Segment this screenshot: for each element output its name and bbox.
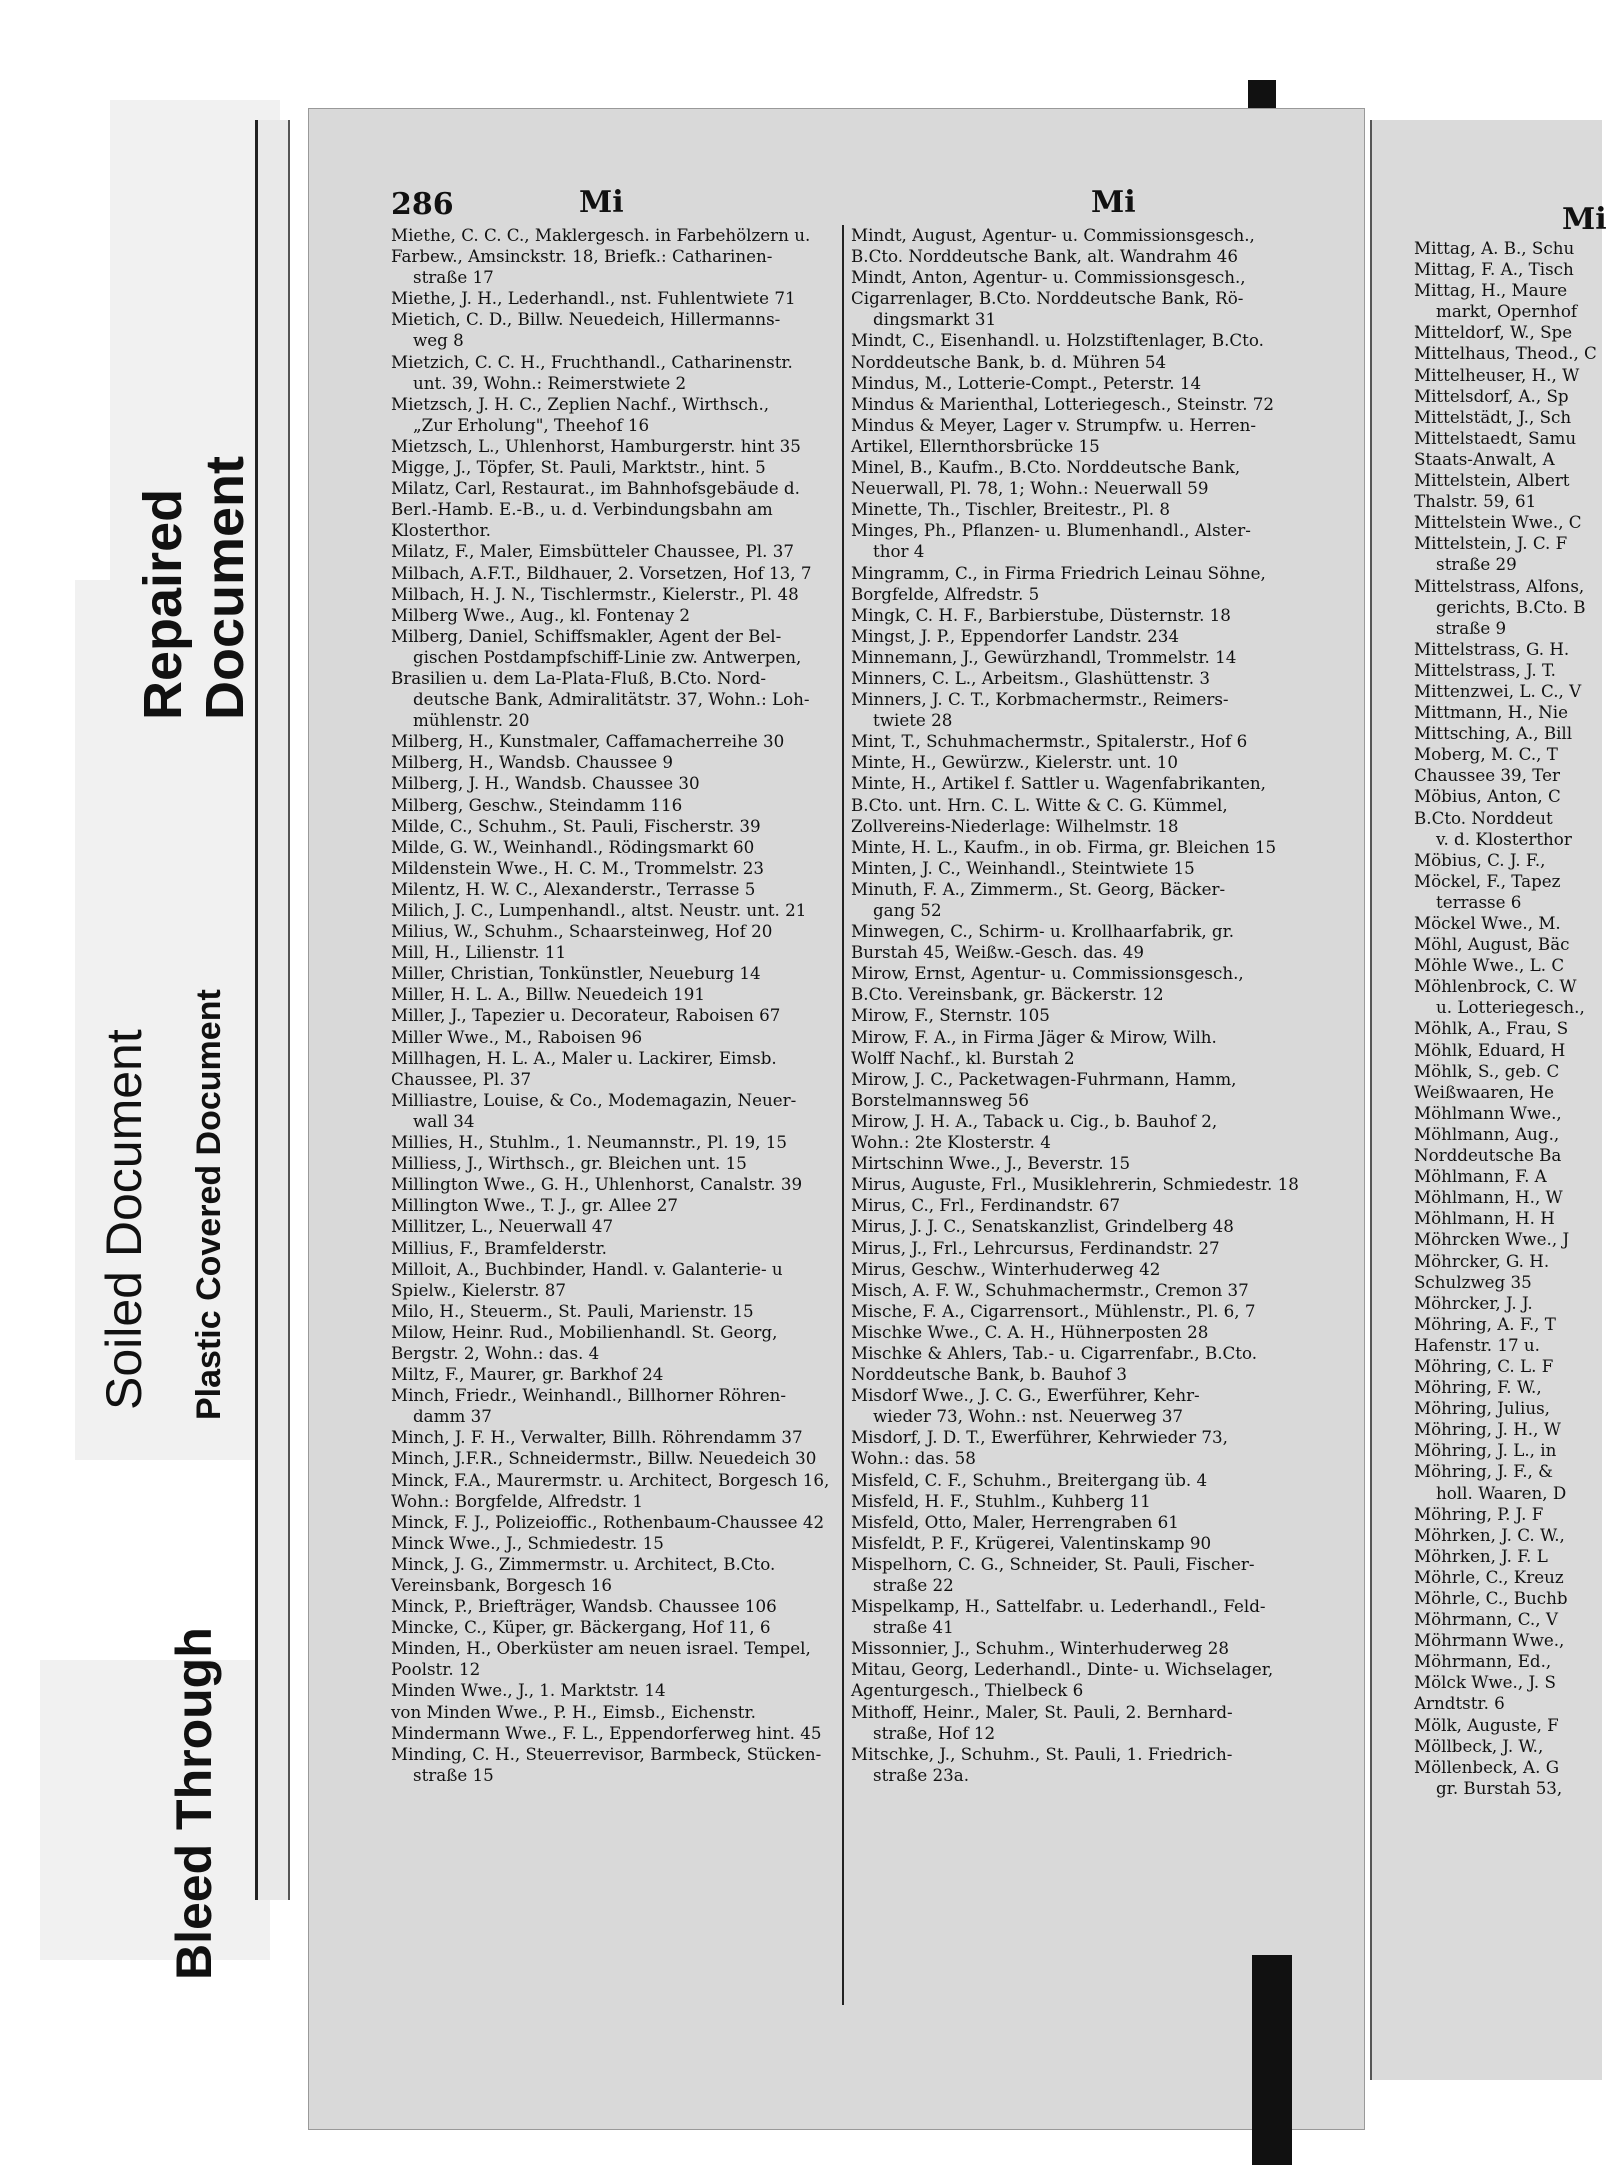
directory-entry-line: Mill, H., Lilienstr. 11 — [391, 942, 567, 963]
directory-entry-line: Minges, Ph., Pflanzen- u. Blumenhandl., Alster- — [851, 520, 1251, 541]
directory-entry-line: Millington Wwe., G. H., Uhlenhorst, Canalstr. 39 — [391, 1174, 803, 1195]
directory-entry-line: Milich, J. C., Lumpenhandl., altst. Neustr. unt. 21 — [391, 900, 807, 920]
stamp-card-bleed — [40, 1660, 270, 1960]
directory-entry-line: Möhlk, Eduard, H — [1414, 1039, 1566, 1060]
directory-entry-line: Mirus, Auguste, Frl., Musiklehrerin, Schmiedestr. 18 — [851, 1174, 1299, 1195]
directory-entry-line: straße 9 — [1436, 617, 1507, 638]
directory-page — [308, 108, 1365, 2130]
directory-entry-line: Millies, H., Stuhlm., 1. Neumannstr., Pl. 19, 15 — [391, 1132, 787, 1153]
header-right: Mi — [1091, 185, 1136, 220]
directory-entry-line: Möhrle, C., Kreuz — [1414, 1566, 1564, 1587]
directory-entry-line: wieder 73, Wohn.: nst. Neuerweg 37 — [873, 1406, 1184, 1427]
directory-entry-line: Mirtschinn Wwe., J., Beverstr. 15 — [851, 1153, 1131, 1174]
directory-entry-line: Mispelhorn, C. G., Schneider, St. Pauli, Fischer- — [851, 1553, 1255, 1574]
stamp-repaired-line2: Document — [195, 455, 255, 720]
directory-entry-line: Cigarrenlager, B.Cto. Norddeutsche Bank, Rö- — [851, 288, 1244, 309]
directory-entry-line: Minch, Friedr., Weinhandl., Billhorner Röhren- — [391, 1385, 787, 1406]
directory-entry-line: Möhlk, S., geb. C — [1414, 1060, 1560, 1081]
directory-entry-line: Mitau, Georg, Lederhandl., Dinte- u. Wichselager, — [851, 1659, 1274, 1680]
directory-entry-line: Mischke Wwe., C. A. H., Hühnerposten 28 — [851, 1321, 1209, 1342]
directory-entry-line: Miller Wwe., M., Raboisen 96 — [391, 1026, 643, 1047]
directory-entry-line: Norddeutsche Bank, b. Bauhof 3 — [851, 1364, 1127, 1385]
directory-entry-line: Mittelstein, Albert — [1414, 470, 1570, 491]
directory-entry-line: Minck, P., Briefträger, Wandsb. Chaussee 106 — [391, 1596, 777, 1617]
directory-entry-line: Milliastre, Louise, & Co., Modemagazin, Neuer- — [391, 1089, 797, 1110]
directory-entry-line: Möhring, J. L., in — [1414, 1440, 1557, 1461]
directory-entry-line: straße 23a. — [873, 1764, 970, 1785]
directory-entry-line: von Minden Wwe., P. H., Eimsb., Eichenstr. — [391, 1701, 756, 1722]
directory-entry-line: Minte, H., Artikel f. Sattler u. Wagenfabrikanten, — [851, 773, 1266, 794]
directory-entry-line: Misfeldt, P. F., Krügerei, Valentinskamp 90 — [851, 1532, 1212, 1553]
directory-entry-line: Misdorf, J. D. T., Ewerführer, Kehrwieder 73, — [851, 1427, 1228, 1448]
directory-entry-line: Milberg, H., Kunstmaler, Caffamacherreihe 30 — [391, 731, 785, 752]
directory-entry-line: Misdorf Wwe., J. C. G., Ewerführer, Kehr- — [851, 1385, 1200, 1406]
directory-entry-line: Minel, B., Kaufm., B.Cto. Norddeutsche Bank, — [851, 457, 1241, 478]
directory-entry-line: B.Cto. Norddeut — [1414, 807, 1553, 828]
directory-entry-line: Wolff Nachf., kl. Burstah 2 — [851, 1047, 1075, 1068]
directory-entry-line: Möhlmann, H. H — [1414, 1208, 1555, 1229]
directory-entry-line: Möhrmann, C., V — [1414, 1609, 1558, 1630]
directory-entry-line: Norddeutsche Bank, b. d. Mühren 54 — [851, 351, 1167, 372]
right-column — [851, 225, 1299, 1786]
directory-entry-line: Mittelstein, J. C. F — [1414, 533, 1568, 554]
directory-entry-line: Mispelkamp, H., Sattelfabr. u. Lederhandl., Feld- — [851, 1596, 1266, 1617]
directory-entry-line: Minch, J.F.R., Schneidermstr., Billw. Neuedeich 30 — [391, 1448, 817, 1469]
directory-entry-line: straße 41 — [873, 1617, 954, 1638]
directory-entry-line: Thalstr. 59, 61 — [1414, 491, 1537, 512]
stamp-plastic-covered: Plastic Covered Document — [190, 989, 228, 1420]
directory-entry-line: Miethe, C. C. C., Maklergesch. in Farbehölzern u. — [391, 225, 811, 245]
directory-entry-line: Miller, J., Tapezier u. Decorateur, Raboisen 67 — [391, 1005, 781, 1026]
next-page-fragment — [1370, 120, 1607, 2080]
directory-entry-line: gr. Burstah 53, — [1436, 1777, 1563, 1798]
directory-entry-line: Möhrken, J. F. L — [1414, 1545, 1548, 1566]
stamp-repaired-line1: Repaired — [133, 488, 193, 720]
directory-entry-line: Mölck Wwe., J. S — [1414, 1672, 1556, 1693]
book-page-edges — [255, 120, 290, 1900]
directory-entry-line: markt, Opernhof — [1436, 301, 1578, 322]
directory-entry-line: B.Cto. unt. Hrn. C. L. Witte & C. G. Kümmel, — [851, 794, 1228, 815]
directory-entry-line: Mietzsch, J. H. C., Zeplien Nachf., Wirthsch., — [391, 393, 770, 414]
directory-entry-line: terrasse 6 — [1436, 891, 1522, 912]
directory-entry-line: Möhl, August, Bäc — [1414, 934, 1570, 955]
directory-entry-line: Vereinsbank, Borgesch 16 — [391, 1575, 613, 1595]
directory-entry-line: Mische, F. A., Cigarrensort., Mühlenstr., Pl. 6, 7 — [851, 1300, 1256, 1321]
directory-entry-line: Milbach, A.F.T., Bildhauer, 2. Vorsetzen, Hof 13, 7 — [391, 562, 812, 583]
directory-entry-line: wall 34 — [413, 1110, 475, 1131]
directory-entry-line: Misfeld, H. F., Stuhlm., Kuhberg 11 — [851, 1490, 1151, 1511]
directory-entry-line: u. Lotteriegesch., — [1436, 997, 1585, 1018]
directory-entry-line: Milberg Wwe., Aug., kl. Fontenay 2 — [391, 604, 691, 625]
directory-entry-line: Farbew., Amsinckstr. 18, Briefk.: Catharinen- — [391, 246, 773, 267]
directory-entry-line: Mitschke, J., Schuhm., St. Pauli, 1. Friedrich- — [851, 1743, 1233, 1764]
stamp-soiled-document: Soiled Document — [96, 1029, 152, 1410]
directory-entry-line: straße 17 — [413, 267, 494, 288]
directory-entry-line: Mindus & Marienthal, Lotteriegesch., Steinstr. 72 — [851, 393, 1275, 414]
stamp-bleed-through: Bleed Through — [166, 1627, 222, 1980]
directory-entry-line: Milberg, Daniel, Schiffsmakler, Agent der Bel- — [391, 625, 782, 646]
directory-entry-line: Minch, J. F. H., Verwalter, Billh. Röhrendamm 37 — [391, 1427, 803, 1448]
directory-entry-line: Milatz, F., Maler, Eimsbütteler Chaussee, Pl. 37 — [391, 541, 794, 562]
directory-entry-line: Spielw., Kielerstr. 87 — [391, 1279, 567, 1300]
directory-entry-line: Mittelstaedt, Samu — [1414, 427, 1577, 448]
directory-entry-line: Mirus, Geschw., Winterhuderweg 42 — [851, 1258, 1161, 1279]
directory-entry-line: Möhlenbrock, C. W — [1414, 976, 1577, 997]
directory-entry-line: Möhrle, C., Buchb — [1414, 1588, 1568, 1608]
directory-entry-line: Mittelhaus, Theod., C — [1414, 343, 1597, 364]
directory-entry-line: Möhring, C. L. F — [1414, 1355, 1554, 1376]
directory-entry-line: Mindt, August, Agentur- u. Commissionsgesch., — [851, 225, 1255, 245]
directory-entry-line: Minners, J. C. T., Korbmachermstr., Reimers- — [851, 689, 1229, 710]
header-left: Mi — [579, 185, 624, 220]
directory-entry-line: twiete 28 — [873, 710, 953, 731]
directory-entry-line: Möhrcken Wwe., J — [1414, 1229, 1570, 1250]
directory-entry-line: Miethe, J. H., Lederhandl., nst. Fuhlentwiete 71 — [391, 288, 796, 309]
directory-entry-line: Chaussee, Pl. 37 — [391, 1068, 532, 1089]
directory-entry-line: Mittelstädt, J., Sch — [1414, 406, 1572, 427]
directory-entry-line: Mingst, J. P., Eppendorfer Landstr. 234 — [851, 625, 1180, 646]
directory-entry-line: Minuth, F. A., Zimmerm., St. Georg, Bäcker- — [851, 878, 1226, 899]
directory-entry-line: Mittag, H., Maure — [1414, 280, 1568, 301]
directory-entry-line: Mittsching, A., Bill — [1414, 723, 1573, 744]
directory-entry-line: Möhring, J. F., & — [1414, 1461, 1553, 1482]
directory-entry-line: Milliess, J., Wirthsch., gr. Bleichen unt. 15 — [391, 1153, 747, 1174]
directory-entry-line: Minners, C. L., Arbeitsm., Glashüttenstr. 3 — [851, 667, 1210, 688]
directory-entry-line: Klosterthor. — [391, 520, 491, 541]
directory-entry-line: Möhrken, J. C. W., — [1414, 1524, 1565, 1545]
directory-entry-line: Milentz, H. W. C., Alexanderstr., Terrasse 5 — [391, 878, 756, 899]
directory-entry-line: Berl.-Hamb. E.-B., u. d. Verbindungsbahn am — [391, 499, 773, 520]
directory-entry-line: Mittenzwei, L. C., V — [1414, 680, 1582, 701]
directory-entry-line: Misfeld, C. F., Schuhm., Breitergang üb. 4 — [851, 1469, 1208, 1490]
directory-entry-line: Neuerwall, Pl. 78, 1; Wohn.: Neuerwall 59 — [851, 478, 1209, 499]
directory-entry-line: Chaussee 39, Ter — [1414, 765, 1560, 786]
directory-entry-line: Minette, Th., Tischler, Breitestr., Pl. 8 — [851, 499, 1170, 520]
directory-entry-line: Minck, J. G., Zimmermstr. u. Architect, B.Cto. — [391, 1553, 776, 1574]
directory-entry-line: Mingramm, C., in Firma Friedrich Leinau Söhne, — [851, 562, 1266, 583]
directory-entry-line: Miller, H. L. A., Billw. Neuedeich 191 — [391, 984, 705, 1005]
directory-entry-line: Minten, J. C., Weinhandl., Steintwiete 15 — [851, 857, 1195, 878]
directory-entry-line: Mildenstein Wwe., H. C. M., Trommelstr. 23 — [391, 857, 765, 878]
directory-entry-line: straße 29 — [1436, 554, 1517, 575]
directory-entry-line: Milatz, Carl, Restaurat., im Bahnhofsgebäude d. — [391, 478, 800, 499]
directory-entry-line: Möhlmann, F. A — [1414, 1166, 1547, 1187]
directory-entry-line: Borgfelde, Alfredstr. 5 — [851, 583, 1040, 604]
directory-entry-line: Mölk, Auguste, F — [1414, 1714, 1559, 1735]
directory-entry-line: Mindus & Meyer, Lager v. Strumpfw. u. Herren- — [851, 414, 1257, 435]
directory-entry-line: Milde, G. W., Weinhandl., Rödingsmarkt 60 — [391, 836, 755, 857]
directory-entry-line: Mirus, J., Frl., Lehrcursus, Ferdinandstr. 27 — [851, 1237, 1220, 1258]
directory-entry-line: Schulzweg 35 — [1414, 1271, 1532, 1292]
directory-entry-line: gischen Postdampfschiff-Linie zw. Antwerpen, — [413, 646, 802, 667]
directory-entry-line: Mithoff, Heinr., Maler, St. Pauli, 2. Bernhard- — [851, 1701, 1233, 1722]
directory-entry-line: Millhagen, H. L. A., Maler u. Lackirer, Eimsb. — [391, 1047, 777, 1068]
directory-entry-line: dingsmarkt 31 — [873, 309, 997, 330]
directory-entry-line: weg 8 — [413, 330, 464, 351]
directory-entry-line: „Zur Erholung", Theehof 16 — [413, 414, 650, 435]
directory-entry-line: Mietich, C. D., Billw. Neuedeich, Hillermanns- — [391, 309, 781, 330]
directory-entry-line: Minck, F. J., Polizeioffic., Rothenbaum-Chaussee 42 — [391, 1511, 825, 1532]
directory-entry-line: Mittelstrass, Alfons, — [1414, 575, 1585, 596]
directory-entry-line: Milius, W., Schuhm., Schaarsteinweg, Hof 20 — [391, 921, 773, 942]
directory-entry-line: Mischke & Ahlers, Tab.- u. Cigarrenfabr., B.Cto. — [851, 1342, 1258, 1363]
stamp-repaired-document — [132, 456, 256, 720]
directory-entry-line: Möhring, Julius, — [1414, 1398, 1550, 1419]
directory-entry-line: Minte, H. L., Kaufm., in ob. Firma, gr. Bleichen 15 — [851, 836, 1277, 857]
directory-entry-line: Minwegen, C., Schirm- u. Krollhaarfabrik, gr. — [851, 921, 1235, 942]
directory-entry-line: Mietzsch, L., Uhlenhorst, Hamburgerstr. hint 35 — [391, 435, 801, 456]
page-number: 286 — [391, 187, 454, 222]
directory-entry-line: Millington Wwe., T. J., gr. Allee 27 — [391, 1195, 678, 1216]
directory-entry-line: Agenturgesch., Thielbeck 6 — [851, 1680, 1084, 1701]
directory-entry-line: Mirow, F., Sternstr. 105 — [851, 1005, 1050, 1026]
directory-entry-line: Möhrcker, J. J. — [1414, 1292, 1533, 1313]
directory-entry-line: Millius, F., Bramfelderstr. — [391, 1237, 607, 1258]
directory-entry-line: Misfeld, Otto, Maler, Herrengraben 61 — [851, 1511, 1179, 1532]
directory-entry-line: Mittelstrass, G. H. — [1414, 638, 1570, 659]
directory-entry-line: Möhrmann, Ed., — [1414, 1651, 1552, 1672]
directory-entry-line: Milow, Heinr. Rud., Mobilienhandl. St. Georg, — [391, 1321, 778, 1342]
directory-entry-line: Milberg, H., Wandsb. Chaussee 9 — [391, 752, 673, 773]
directory-entry-line: Mindt, Anton, Agentur- u. Commissionsgesch., — [851, 267, 1246, 288]
directory-entry-line: Mitteldorf, W., Spe — [1414, 322, 1573, 343]
directory-entry-line: Hafenstr. 17 u. — [1414, 1334, 1540, 1355]
directory-entry-line: Mittelstein Wwe., C — [1414, 512, 1582, 533]
directory-entry-line: Zollvereins-Niederlage: Wilhelmstr. 18 — [851, 815, 1179, 836]
directory-entry-line: Minck Wwe., J., Schmiedestr. 15 — [391, 1532, 664, 1553]
directory-entry-line: Möhring, A. F., T — [1414, 1313, 1556, 1334]
directory-entry-line: Minding, C. H., Steuerrevisor, Barmbeck, Stücken- — [391, 1743, 822, 1764]
next-page-header: Mi — [1562, 202, 1607, 237]
directory-entry-line: Mint, T., Schuhmachermstr., Spitalerstr., Hof 6 — [851, 731, 1248, 752]
directory-entry-line: Wohn.: Borgfelde, Alfredstr. 1 — [391, 1490, 644, 1511]
directory-entry-line: straße, Hof 12 — [873, 1722, 996, 1743]
directory-entry-line: Bergstr. 2, Wohn.: das. 4 — [391, 1342, 600, 1363]
directory-entry-line: Miller, Christian, Tonkünstler, Neueburg 14 — [391, 963, 761, 984]
directory-entry-line: Möhlmann, Aug., — [1414, 1123, 1560, 1144]
directory-entry-line: Burstah 45, Weißw.-Gesch. das. 49 — [851, 942, 1145, 963]
directory-entry-line: Millitzer, L., Neuerwall 47 — [391, 1216, 614, 1237]
directory-entry-line: deutsche Bank, Admiralitätstr. 37, Wohn.: Loh- — [413, 689, 810, 710]
next-page-column — [1414, 238, 1602, 1799]
directory-entry-line: Möckel Wwe., M. — [1414, 913, 1561, 933]
directory-entry-line: Mindt, C., Eisenhandl. u. Holzstiftenlager, B.Cto. — [851, 330, 1264, 351]
directory-entry-line: Arndtstr. 6 — [1414, 1693, 1505, 1714]
directory-entry-line: damm 37 — [413, 1406, 492, 1427]
directory-entry-line: straße 22 — [873, 1575, 954, 1595]
directory-entry-line: Mirus, J. J. C., Senatskanzlist, Grindelberg 48 — [851, 1216, 1234, 1237]
directory-entry-line: gerichts, B.Cto. B — [1436, 596, 1586, 617]
directory-entry-line: Mittag, A. B., Schu — [1414, 238, 1575, 258]
directory-entry-line: Weißwaaren, He — [1414, 1081, 1554, 1102]
directory-entry-line: Mietzich, C. C. H., Fruchthandl., Catharinenstr. — [391, 351, 793, 372]
directory-entry-line: Minnemann, J., Gewürzhandl, Trommelstr. 14 — [851, 646, 1237, 667]
directory-entry-line: Artikel, Ellernthorsbrücke 15 — [851, 435, 1100, 456]
directory-entry-line: Mittelsdorf, A., Sp — [1414, 385, 1569, 406]
directory-entry-line: Mirow, J. C., Packetwagen-Fuhrmann, Hamm, — [851, 1068, 1237, 1089]
directory-entry-line: Milberg, J. H., Wandsb. Chaussee 30 — [391, 773, 700, 794]
directory-entry-line: Möllenbeck, A. G — [1414, 1756, 1560, 1777]
directory-entry-line: Mirus, C., Frl., Ferdinandstr. 67 — [851, 1195, 1121, 1216]
directory-entry-line: B.Cto. Vereinsbank, gr. Bäckerstr. 12 — [851, 984, 1164, 1005]
directory-entry-line: Missonnier, J., Schuhm., Winterhuderweg 28 — [851, 1638, 1230, 1659]
directory-entry-line: Möhlk, A., Frau, S — [1414, 1018, 1569, 1039]
directory-entry-line: v. d. Klosterthor — [1436, 828, 1572, 849]
directory-entry-line: mühlenstr. 20 — [413, 710, 530, 731]
directory-entry-line: straße 15 — [413, 1764, 494, 1785]
directory-entry-line: Milloit, A., Buchbinder, Handl. v. Galanterie- u — [391, 1258, 783, 1279]
directory-entry-line: Mindermann Wwe., F. L., Eppendorferweg hint. 45 — [391, 1722, 822, 1743]
directory-entry-line: Mincke, C., Küper, gr. Bäckergang, Hof 11, 6 — [391, 1617, 771, 1638]
directory-entry-line: Norddeutsche Ba — [1414, 1145, 1562, 1166]
column-divider — [842, 225, 844, 2005]
left-column — [391, 225, 836, 1786]
directory-entry-line: Wohn.: das. 58 — [851, 1448, 976, 1469]
directory-entry-line: Möhring, F. W., — [1414, 1377, 1542, 1398]
directory-entry-line: Möbius, Anton, C — [1414, 786, 1561, 807]
binding-clip-bottom — [1252, 1955, 1292, 2165]
directory-entry-line: Möhring, J. H., W — [1414, 1419, 1561, 1440]
directory-entry-line: Mittmann, H., Nie — [1414, 702, 1568, 723]
directory-entry-line: Borstelmannsweg 56 — [851, 1089, 1029, 1110]
directory-entry-line: Möckel, F., Tapez — [1414, 870, 1561, 891]
directory-entry-line: Miltz, F., Maurer, gr. Barkhof 24 — [391, 1364, 664, 1385]
directory-entry-line: gang 52 — [873, 900, 942, 920]
directory-entry-line: Mittelheuser, H., W — [1414, 364, 1580, 385]
directory-entry-line: Möllbeck, J. W., — [1414, 1735, 1544, 1756]
directory-entry-line: B.Cto. Norddeutsche Bank, alt. Wandrahm 46 — [851, 246, 1238, 267]
directory-entry-line: Milo, H., Steuerm., St. Pauli, Marienstr. 15 — [391, 1300, 754, 1321]
page-header — [391, 179, 1351, 229]
directory-entry-line: Mindus, M., Lotterie-Compt., Peterstr. 14 — [851, 372, 1202, 393]
directory-entry-line: Staats-Anwalt, A — [1414, 448, 1555, 469]
directory-entry-line: Mirow, J. H. A., Taback u. Cig., b. Bauhof 2, — [851, 1110, 1218, 1131]
directory-entry-line: Mingk, C. H. F., Barbierstube, Düsternstr. 18 — [851, 604, 1231, 625]
directory-entry-line: Misch, A. F. W., Schuhmachermstr., Cremon 37 — [851, 1279, 1249, 1300]
directory-entry-line: Mittag, F. A., Tisch — [1414, 259, 1574, 280]
directory-entry-line: Mirow, F. A., in Firma Jäger & Mirow, Wilh. — [851, 1026, 1217, 1047]
directory-entry-line: Minden Wwe., J., 1. Marktstr. 14 — [391, 1680, 666, 1701]
directory-entry-line: thor 4 — [873, 541, 925, 562]
directory-entry-line: Möhlmann Wwe., — [1414, 1102, 1562, 1123]
directory-entry-line: Milde, C., Schuhm., St. Pauli, Fischerstr. 39 — [391, 815, 761, 836]
directory-entry-line: unt. 39, Wohn.: Reimerstwiete 2 — [413, 372, 687, 393]
condition-stamps — [40, 100, 290, 2000]
directory-entry-line: Milbach, H. J. N., Tischlermstr., Kielerstr., Pl. 48 — [391, 583, 799, 604]
directory-entry-line: Möbius, C. J. F., — [1414, 849, 1546, 870]
directory-entry-line: Moberg, M. C., T — [1414, 744, 1558, 765]
directory-entry-line: Möhrmann Wwe., — [1414, 1630, 1565, 1651]
directory-entry-line: Wohn.: 2te Klosterstr. 4 — [851, 1132, 1051, 1153]
directory-entry-line: Möhrcker, G. H. — [1414, 1250, 1550, 1271]
directory-entry-line: Migge, J., Töpfer, St. Pauli, Marktstr., hint. 5 — [391, 457, 766, 478]
directory-entry-line: Mirow, Ernst, Agentur- u. Commissionsgesch., — [851, 963, 1244, 984]
directory-entry-line: Minte, H., Gewürzw., Kielerstr. unt. 10 — [851, 752, 1178, 773]
directory-entry-line: Minck, F.A., Maurermstr. u. Architect, Borgesch 16, — [391, 1469, 830, 1490]
directory-entry-line: Poolstr. 12 — [391, 1659, 481, 1680]
directory-entry-line: Mittelstrass, J. T. — [1414, 659, 1556, 680]
directory-entry-line: Brasilien u. dem La-Plata-Fluß, B.Cto. Nord- — [391, 667, 766, 688]
directory-entry-line: holl. Waaren, D — [1436, 1482, 1567, 1503]
directory-entry-line: Möhlmann, H., W — [1414, 1187, 1563, 1208]
directory-entry-line: Milberg, Geschw., Steindamm 116 — [391, 794, 683, 815]
directory-entry-line: Möhring, P. J. F — [1414, 1503, 1544, 1524]
directory-entry-line: Möhle Wwe., L. C — [1414, 955, 1565, 976]
directory-entry-line: Minden, H., Oberküster am neuen israel. Tempel, — [391, 1638, 811, 1659]
